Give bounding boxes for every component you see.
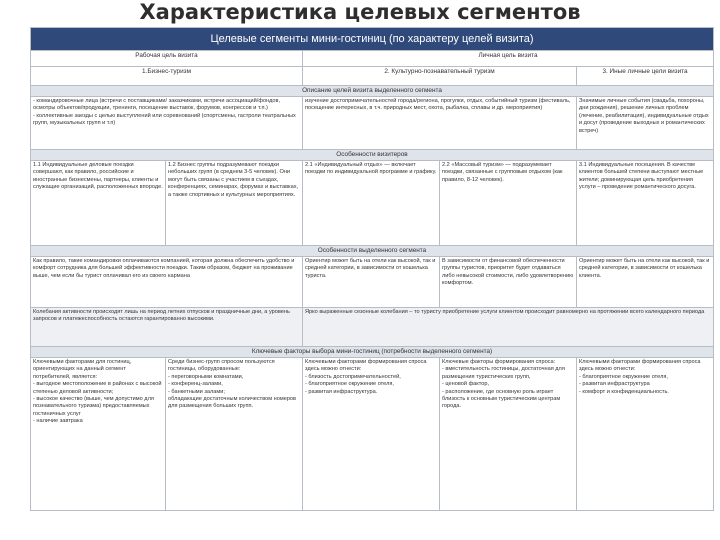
key-factor-cultural-mass: Ключевые факторы формирования спроса: - вместительность гостиницы, достаточная для размещения туристических групп, - ценовой фактор, - расположение, где основную роль играет близость к основным туристическим центрам города. xyxy=(440,358,577,511)
visitor-feature-2-1: 2.1 «Индивидуальный отдых» — включает поездки по индивидуальной программе и графику. xyxy=(303,161,440,246)
category-business-tourism: 1.Бизнес-туризм xyxy=(31,67,303,86)
group-business: Рабочая цель визита xyxy=(31,51,303,67)
description-other: Значимые личные события (свадьба, похороны, дни рождения), решение личных проблем (лечение, реабилитация), индивидуальные отдых и досуг (проведение выходных и романтических встреч) xyxy=(577,97,714,150)
key-factor-other: Ключевыми факторами формирования спроса здесь можно отнести: - благоприятное окружение отеля, - развитая инфраструктура - комфорт и конфиденциальность. xyxy=(577,358,714,511)
segment-feature-personal-seasonality: Ярко выраженные сезонные колебания – то туристу приобретение услуги клиентом происходит равномерно на протяжении всего календарного периода xyxy=(303,308,714,347)
section-visitor-features: Особенности визитеров xyxy=(31,150,714,161)
section-key-factors: Ключевые факторы выбора мини-гостиниц (потребности выделенного сегмента) xyxy=(31,347,714,358)
key-factor-business-individual: Ключевыми факторами для гостиниц, ориентирующих на данный сегмент потребителей, является: - выгодное местоположение в районах с высокой степенью деловой активности; - высокое качество (выше, чем допустимо для познавательного туризма) предоставляемых гостиничных услуг - наличие завтрака xyxy=(31,358,166,511)
key-factor-cultural-individual: Ключевыми факторами формирования спроса здесь можно отнести: - близость достопримечательностей, - благоприятное окружение отеля, - развитая инфраструктура. xyxy=(303,358,440,511)
visitor-feature-2-2: 2.2 «Массовый туризм» — подразумевает поездки, связанные с групповым отдыхом (как правило, 8-12 человек). xyxy=(440,161,577,246)
segment-feature-cultural-mass: В зависимости от финансовой обеспеченности группы туристов, приоритет будет отдаваться либо невысокой стоимости, либо удовлетворению комфортом. xyxy=(440,257,577,308)
description-business: - командировочные лица (встречи с поставщиками/ заказчиками, встречи ассоциаций/фондов, осмотры объектов/продукции, тренинги, посещение выставок, форумов, конгрессов и т.п.) - коллективные заезды с целью выступлений или соревнований (спортсмены, гастроли театральных групп, музыкальных групп и т.п) xyxy=(31,97,303,150)
segment-feature-business-seasonality: Колебания активности происходят лишь на период летних отпусков и праздничные дни, а уровень запросов и платежеспособность остаются гарантированно высокими. xyxy=(31,308,303,347)
visitor-feature-1-2: 1.2 Бизнес группы подразумевают поездки небольших групп (в среднем 3-5 человек). Они могут быть связаны с участием в съездах, конференциях, семинарах, форумах и выставках, а также спортивных и культурных мероприятиях. xyxy=(166,161,303,246)
group-personal: Личная цель визита xyxy=(303,51,714,67)
segments-table-wrapper xyxy=(30,27,713,511)
segment-feature-business-budget: Как правило, такие командировки оплачиваются компанией, которая должна обеспечить удобство и комфорт сотрудника для большей эффективности поездки. Таким образом, бюджет на проживание выше, чем если бы турист оплачивал его из своего кармана xyxy=(31,257,303,308)
visitor-feature-3-1: 3.1 Индивидуальные посещения. В качестве клиентов большей степени выступают местные жители; доминирующая цель приобретения услуги – проведение романтического досуга. xyxy=(577,161,714,246)
segment-feature-other: Ориентир может быть на отели как высокой, так и средней категории, в зависимости от кошелька клиента. xyxy=(577,257,714,308)
segment-feature-cultural-individual: Ориентир может быть на отели как высокой, так и средней категории, в зависимости от кошелька туриста. xyxy=(303,257,440,308)
segments-table xyxy=(30,27,714,511)
section-descriptions: Описание целей визита выделенного сегмента xyxy=(31,86,714,97)
key-factor-business-groups: Среди бизнес-групп спросом пользуются гостиницы, оборудованные: - переговорными комнатами, - конференц-залами, - банкетными залами; обладающие достаточным количеством номеров для размещения больших групп. xyxy=(166,358,303,511)
page-title: Характеристика целевых сегментов xyxy=(139,0,581,24)
visitor-feature-1-1: 1.1 Индивидуальные деловые поездки совершают, как правило, российские и иностранные бизнесмены, партнеры, клиенты и служащие организаций, расположенных впороде. xyxy=(31,161,166,246)
category-cultural-tourism: 2. Культурно-познавательный туризм xyxy=(303,67,577,86)
table-header: Целевые сегменты мини-гостиниц (по характеру целей визита) xyxy=(31,28,714,51)
section-segment-features: Особенности выделенного сегмента xyxy=(31,246,714,257)
description-cultural: изучение достопримечательностей города/региона, прогулки, отдых, событийный туризм (фестиваль, посещение интересных, в т.ч. природных мест, охота, рыбалка, сплавы и др. мероприятия) xyxy=(303,97,577,150)
category-other-personal: 3. Иные личные цели визита xyxy=(577,67,714,86)
